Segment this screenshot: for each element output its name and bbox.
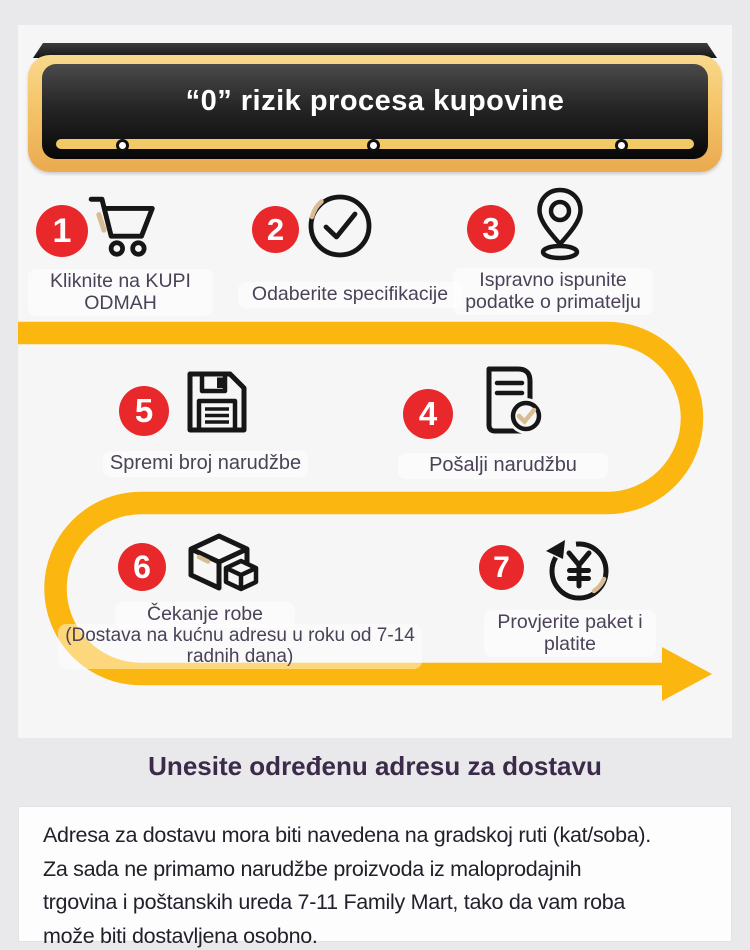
rivet-dot — [116, 139, 129, 152]
location-pin-icon — [528, 184, 592, 264]
cart-icon — [84, 190, 162, 268]
step-6-note-line1: (Dostava na kućnu adresu u roku od 7-14 — [65, 625, 415, 646]
step-5-badge: 5 — [119, 386, 169, 436]
step-7-label — [484, 610, 656, 657]
step-4-label-line1: Pošalji narudžbu — [429, 454, 577, 476]
step-6-label-line1: Čekanje robe — [147, 603, 263, 625]
info-line: trgovina i poštanskih ureda 7-11 Family Mart, tako da vam roba — [43, 890, 626, 914]
delivery-info-box — [18, 806, 732, 948]
step-5-label — [103, 451, 308, 477]
step-3-label-line1: Ispravno ispunite — [479, 269, 627, 291]
step-7-label-line2: platite — [543, 632, 597, 655]
step-4-label — [398, 453, 608, 479]
step-6-note — [58, 624, 422, 669]
document-check-icon — [465, 361, 547, 443]
step-6-note-line2: radnih dana) — [186, 645, 294, 667]
banner-title: “0” rizik procesa kupovine — [185, 84, 565, 117]
step-7-label-line1: Provjerite paket i — [497, 611, 643, 633]
step-6-badge: 6 — [118, 543, 166, 591]
step-1-label — [28, 269, 213, 316]
step-7-badge: 7 — [479, 545, 524, 590]
step-3-label — [453, 268, 653, 315]
step-3-label-line2: podatke o primatelju — [465, 290, 641, 313]
rivet-dot — [615, 139, 628, 152]
step-2-label — [238, 282, 462, 308]
step-3-badge: 3 — [467, 205, 515, 253]
info-line: može biti dostavljena osobno. — [43, 923, 318, 948]
step-1-badge: 1 — [36, 205, 88, 257]
step-1-label-line2: ODMAH — [84, 291, 157, 314]
step-2-badge: 2 — [252, 206, 299, 253]
floppy-disk-icon — [177, 363, 257, 443]
delivery-info-text — [43, 819, 715, 950]
delivery-heading: Unesite određenu adresu za dostavu — [148, 751, 602, 781]
info-line: Za sada ne primamo narudžbe proizvoda iz maloprodajnih — [43, 856, 582, 881]
step-4-badge: 4 — [403, 389, 453, 439]
package-icon — [175, 527, 265, 613]
info-line: Adresa za dostavu mora biti navedena na gradskoj ruti (kat/soba). — [43, 823, 651, 847]
step-1-label-line1: Kliknite na KUPI — [50, 270, 191, 292]
rivet-dot — [367, 139, 380, 152]
step-2-label-line1: Odaberite specifikacije — [251, 283, 449, 305]
check-circle-icon — [300, 188, 376, 264]
step-5-label-line1: Spremi broj narudžbe — [109, 452, 302, 474]
currency-refresh-icon — [538, 529, 616, 607]
